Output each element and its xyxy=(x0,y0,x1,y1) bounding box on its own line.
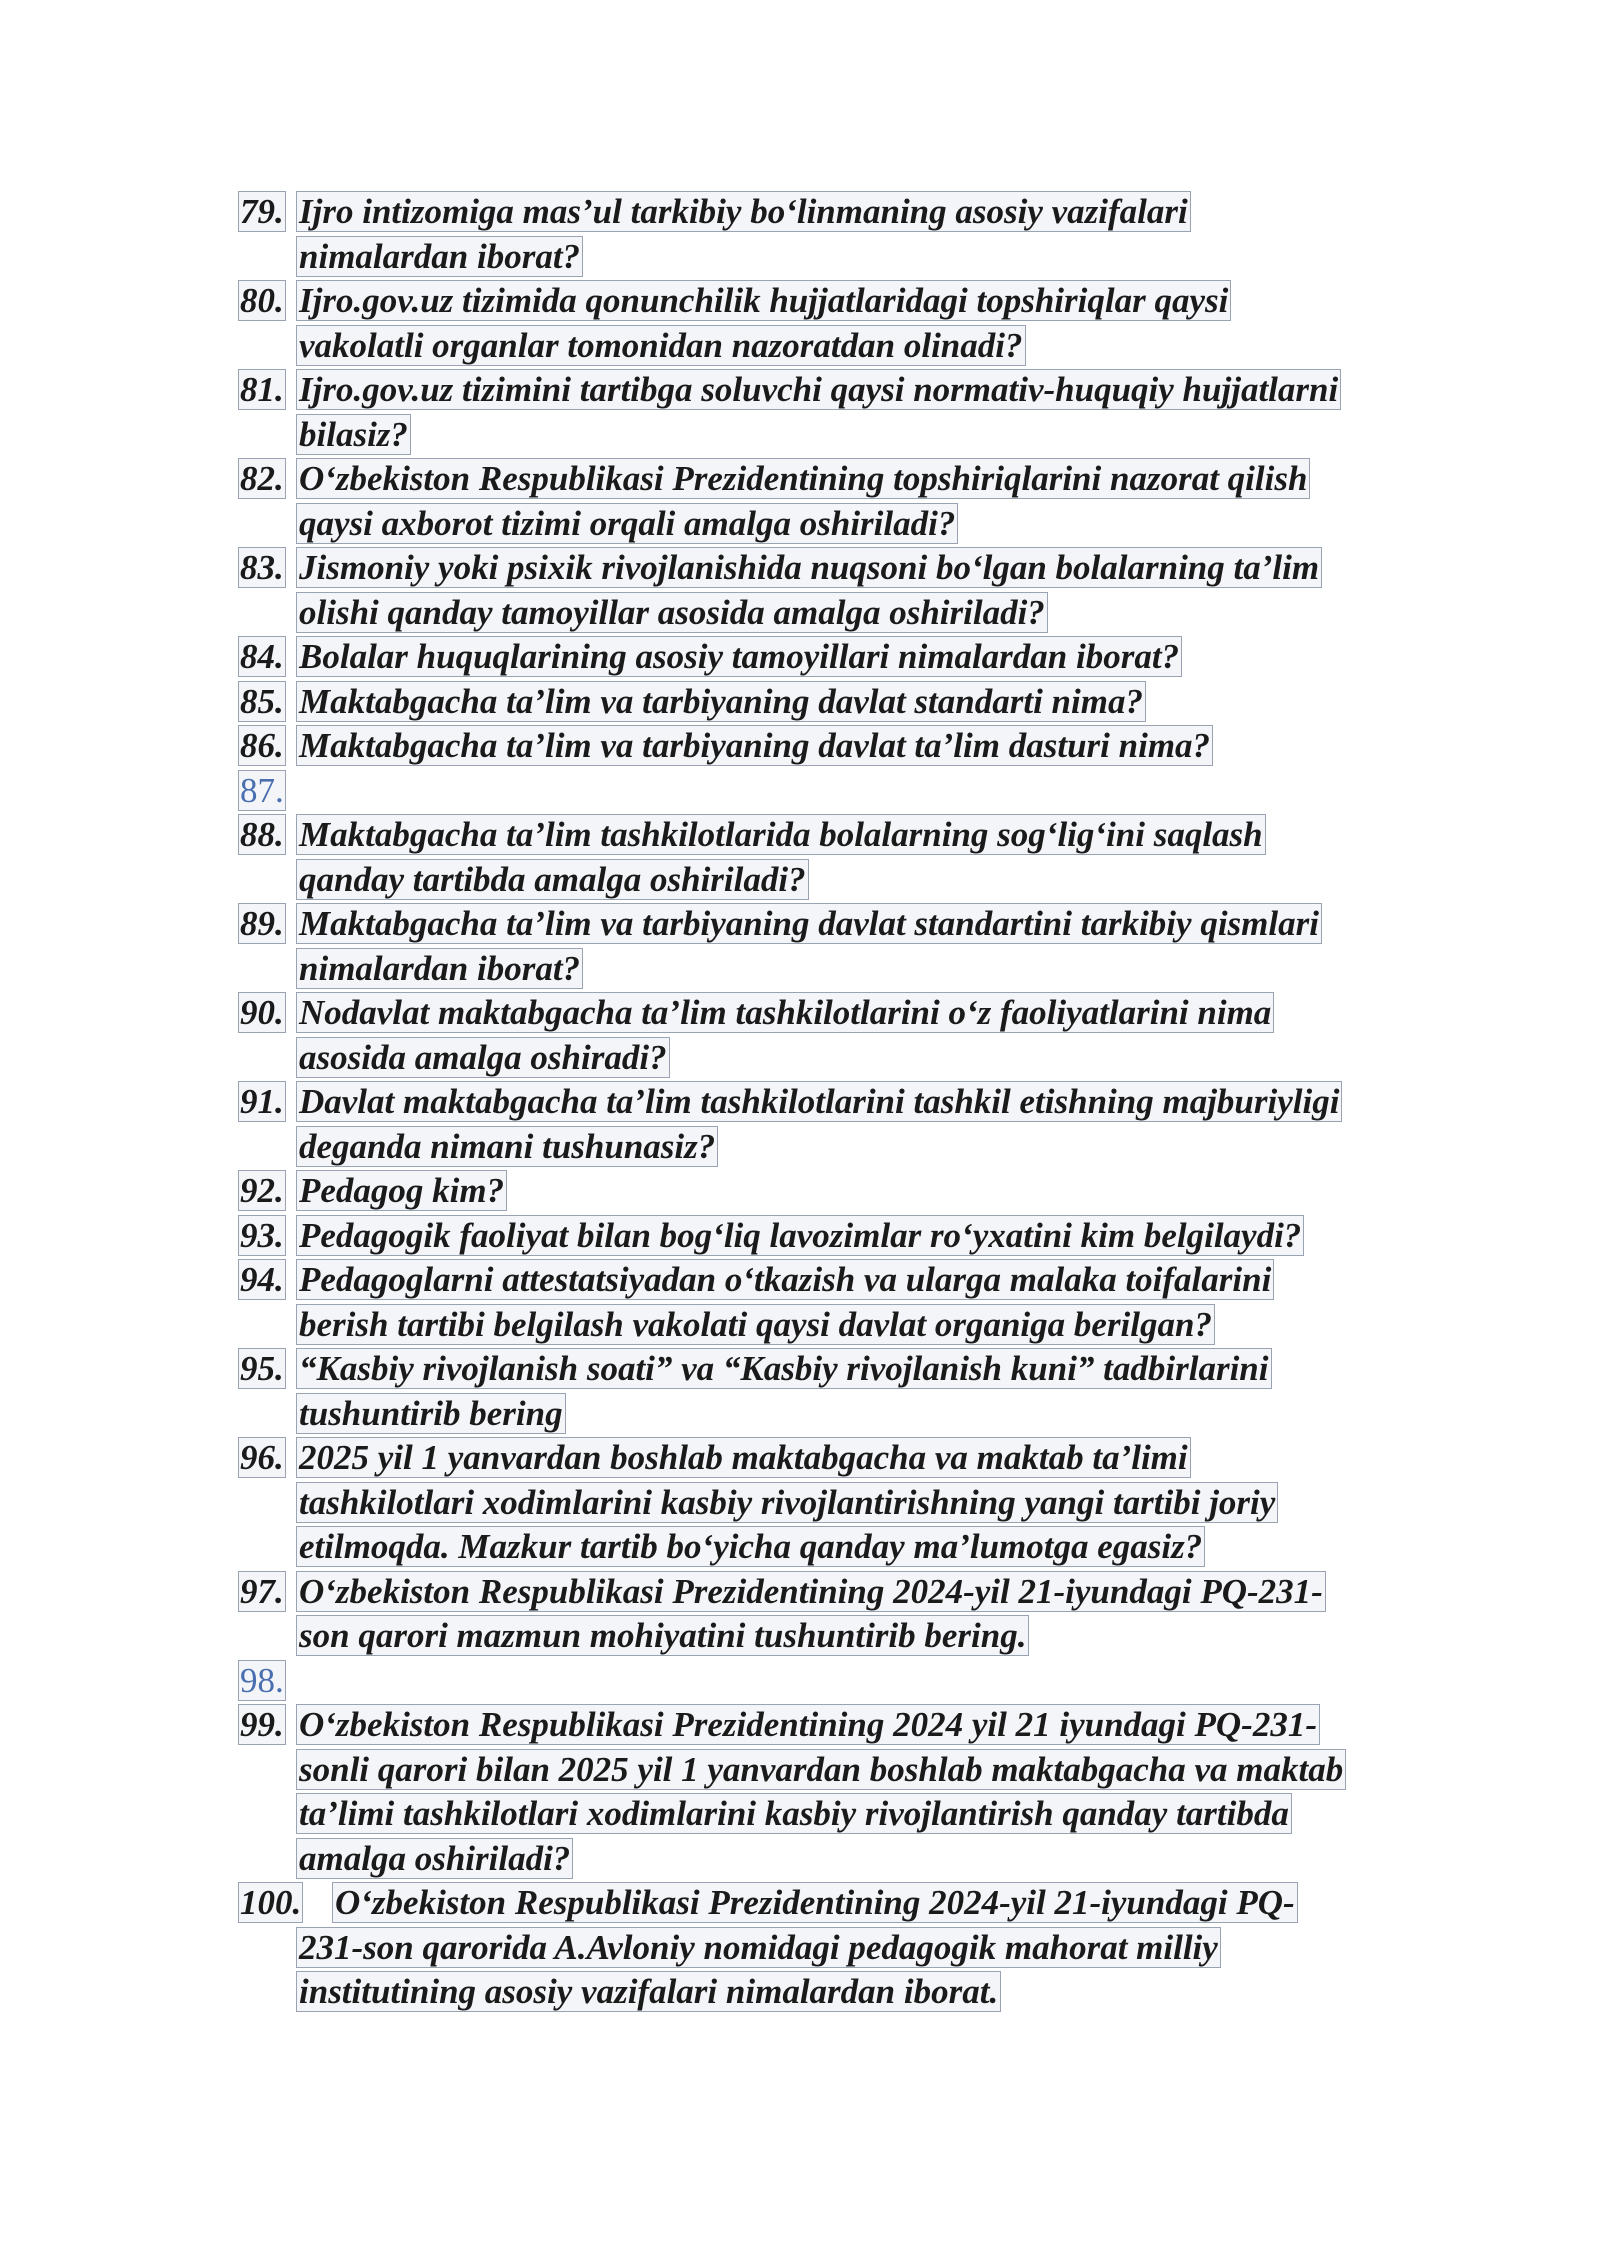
question-number: 81. xyxy=(240,370,284,409)
question-text: 2025 yil 1 yanvardan boshlab maktabgacha va maktab ta’limi tashkilotlari xodimlarini kasbiy rivojlantirishning yangi tartibi joriy etilmoqda. Mazkur tartib bo‘yicha qanday ma’lumotga egasiz? xyxy=(296,1436,1358,1570)
question-text: Maktabgacha ta’lim tashkilotlarida bolalarning sog‘lig‘ini saqlash qanday tartibda amalga oshiriladi? xyxy=(296,813,1358,902)
question-number: 80. xyxy=(240,281,284,320)
question-text: O‘zbekiston Respublikasi Prezidentining 2024-yil 21-iyundagi PQ-231-son qarorida A.Avloniy nomidagi pedagogik mahorat milliy institutining asosiy vazifalari nimalardan iborat. xyxy=(296,1881,1358,2015)
question-text: Maktabgacha ta’lim va tarbiyaning davlat ta’lim dasturi nima? xyxy=(296,724,1358,769)
question-number: 87. xyxy=(240,770,284,810)
question-item xyxy=(238,813,1358,902)
question-text: O‘zbekiston Respublikasi Prezidentining 2024 yil 21 iyundagi PQ-231-sonli qarori bilan 2025 yil 1 yanvardan boshlab maktabgacha va maktab ta’limi tashkilotlari xodimlarini kasbiy rivojlantirish qanday tartibda amalga oshiriladi? xyxy=(296,1703,1358,1881)
question-item xyxy=(238,680,1358,725)
question-text: Ijro.gov.uz tizimini tartibga soluvchi qaysi normativ-huquqiy hujjatlarni bilasiz? xyxy=(296,368,1358,457)
question-text: Nodavlat maktabgacha ta’lim tashkilotlarini o‘z faoliyatlarini nima asosida amalga oshiradi? xyxy=(296,991,1358,1080)
document-page xyxy=(238,190,1358,2015)
question-item-empty xyxy=(238,769,1358,814)
question-item xyxy=(238,279,1358,368)
question-item xyxy=(238,1436,1358,1570)
question-item xyxy=(238,1214,1358,1259)
question-item xyxy=(238,724,1358,769)
question-number: 85. xyxy=(240,681,284,721)
question-item xyxy=(238,457,1358,546)
question-list xyxy=(238,190,1358,2015)
question-item xyxy=(238,1347,1358,1436)
question-text: Jismoniy yoki psixik rivojlanishida nuqsoni bo‘lgan bolalarning ta’lim olishi qanday tamoyillar asosida amalga oshiriladi? xyxy=(296,546,1358,635)
question-number: 82. xyxy=(240,459,284,498)
question-text: Davlat maktabgacha ta’lim tashkilotlarini tashkil etishning majburiyligi deganda nimani tushunasiz? xyxy=(296,1080,1358,1169)
question-number: 86. xyxy=(240,726,284,765)
question-text: Pedagog kim? xyxy=(296,1169,1358,1214)
question-number: 96. xyxy=(240,1438,284,1477)
question-number: 99. xyxy=(240,1705,284,1744)
question-text: Bolalar huquqlarining asosiy tamoyillari nimalardan iborat? xyxy=(296,635,1358,680)
question-text: Pedagogik faoliyat bilan bog‘liq lavozimlar ro‘yxatini kim belgilaydi? xyxy=(296,1214,1358,1259)
question-item xyxy=(238,902,1358,991)
question-item xyxy=(238,1703,1358,1881)
question-text: Ijro intizomiga mas’ul tarkibiy bo‘linmaning asosiy vazifalari nimalardan iborat? xyxy=(296,190,1358,279)
question-number: 84. xyxy=(240,637,284,676)
question-number: 93. xyxy=(240,1215,284,1255)
question-text: “Kasbiy rivojlanish soati” va “Kasbiy rivojlanish kuni” tadbirlarini tushuntirib bering xyxy=(296,1347,1358,1436)
question-text: Maktabgacha ta’lim va tarbiyaning davlat standarti nima? xyxy=(296,680,1358,725)
question-item xyxy=(238,991,1358,1080)
question-item xyxy=(238,1169,1358,1214)
question-item xyxy=(238,635,1358,680)
question-item-empty xyxy=(238,1659,1358,1704)
question-number: 91. xyxy=(240,1082,284,1121)
question-number: 94. xyxy=(240,1260,284,1299)
question-number: 79. xyxy=(240,192,284,231)
question-text: O‘zbekiston Respublikasi Prezidentining topshiriqlarini nazorat qilish qaysi axborot tizimi orqali amalga oshiriladi? xyxy=(296,457,1358,546)
question-number: 89. xyxy=(240,904,284,943)
question-text: Maktabgacha ta’lim va tarbiyaning davlat standartini tarkibiy qismlari nimalardan iborat? xyxy=(296,902,1358,991)
question-item xyxy=(238,1080,1358,1169)
question-item xyxy=(238,546,1358,635)
question-number: 98. xyxy=(240,1660,284,1700)
question-item xyxy=(238,368,1358,457)
question-item xyxy=(238,190,1358,279)
question-item xyxy=(238,1881,1358,2015)
question-text: Ijro.gov.uz tizimida qonunchilik hujjatlaridagi topshiriqlar qaysi vakolatli organlar tomonidan nazoratdan olinadi? xyxy=(296,279,1358,368)
question-number: 90. xyxy=(240,993,284,1032)
question-text: Pedagoglarni attestatsiyadan o‘tkazish va ularga malaka toifalarini berish tartibi belgilash vakolati qaysi davlat organiga berilgan? xyxy=(296,1258,1358,1347)
question-text: O‘zbekiston Respublikasi Prezidentining 2024-yil 21-iyundagi PQ-231-son qarori mazmun mohiyatini tushuntirib bering. xyxy=(296,1570,1358,1659)
question-number: 92. xyxy=(240,1171,284,1210)
question-item xyxy=(238,1258,1358,1347)
question-number: 95. xyxy=(240,1349,284,1388)
question-number: 100. xyxy=(240,1883,302,1922)
question-number: 88. xyxy=(240,815,284,854)
question-item xyxy=(238,1570,1358,1659)
question-number: 83. xyxy=(240,548,284,587)
question-number: 97. xyxy=(240,1571,284,1611)
